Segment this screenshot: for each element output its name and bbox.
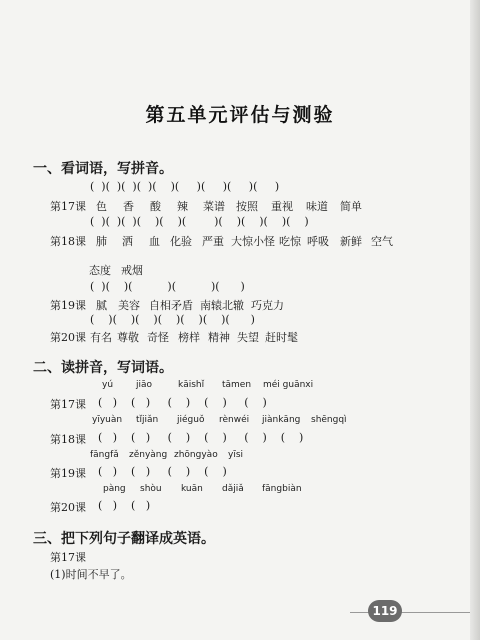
pinyin: tāmen (222, 380, 252, 390)
pinyin: rènwéi (219, 415, 250, 425)
pinyin: kuān (181, 484, 203, 494)
answer-parens: ( ) ( ) ( ) ( ) ( ) (98, 396, 267, 409)
word: 空气 (371, 235, 393, 248)
pinyin: shòu (140, 484, 162, 494)
word: 自相矛盾 (149, 299, 193, 312)
pinyin: yú (102, 380, 114, 390)
word: 味道 (306, 200, 328, 213)
section-1-heading: 一、看词语，写拼音。 (33, 161, 173, 177)
word: 简单 (340, 200, 362, 213)
pinyin: dǎjiǎ (222, 484, 244, 494)
word: 态度 (89, 264, 111, 277)
answer-parens: ( ) ( ) ( ) ( ) ( ) ( ) (98, 431, 304, 444)
page-number: 119 (368, 600, 402, 622)
word: 赶时髦 (265, 331, 298, 344)
word: 严重 (202, 235, 224, 248)
pinyin: jiéguǒ (177, 415, 205, 425)
word: 血 (149, 235, 160, 248)
word: 色 (96, 200, 107, 213)
lesson-label: 第17课 (50, 200, 86, 213)
pinyin: yīyuàn (92, 415, 123, 425)
lesson-label: 第19课 (50, 467, 86, 480)
word: 酸 (150, 200, 161, 213)
word: 巧克力 (251, 299, 284, 312)
pinyin: méi guānxi (263, 380, 314, 390)
word: 呼吸 (307, 235, 329, 248)
word: 香 (123, 200, 134, 213)
answer-parens: ( )( )( )( )( ) (90, 280, 245, 293)
pinyin: fāngbiàn (262, 484, 302, 494)
lesson-label: 第17课 (50, 398, 86, 411)
word: 榜样 (178, 331, 200, 344)
word: 新鲜 (340, 235, 362, 248)
pinyin: jiāo (136, 380, 153, 390)
pinyin: kāishǐ (178, 380, 205, 390)
answer-parens: ( )( )( )( )( )( )( ) (90, 313, 255, 326)
answer-parens: ( )( )( )( )( )( )( )( )( )( ) (90, 215, 309, 228)
pinyin: zhōngyào (174, 450, 218, 460)
lesson-label: 第20课 (50, 331, 86, 344)
word: 尊敬 (117, 331, 139, 344)
section-2-heading: 二、读拼音，写词语。 (33, 360, 173, 376)
answer-parens: ( )( )( )( )( )( )( )( )( ) (90, 180, 280, 193)
word: 重视 (271, 200, 293, 213)
word: 美容 (118, 299, 140, 312)
answer-parens: ( ) ( ) ( ) ( ) (98, 465, 227, 478)
word: 失望 (237, 331, 259, 344)
section-3-heading: 三、把下列句子翻译成英语。 (33, 531, 215, 547)
word: 大惊小怪 (231, 235, 275, 248)
pinyin: zěnyàng (129, 450, 168, 460)
word: 南辕北辙 (200, 299, 244, 312)
lesson-label: 第18课 (50, 235, 86, 248)
pinyin: pàng (103, 484, 126, 494)
lesson-label: 第17课 (50, 551, 86, 564)
pinyin: tǐjiǎn (136, 415, 159, 425)
pinyin: jiànkāng (262, 415, 301, 425)
lesson-label: 第20课 (50, 501, 86, 514)
word: 吃惊 (279, 235, 301, 248)
lesson-label: 第19课 (50, 299, 86, 312)
word: 化验 (170, 235, 192, 248)
word: 洒 (122, 235, 133, 248)
lesson-label: 第18课 (50, 433, 86, 446)
sentence-item: (1)时间不早了。 (50, 568, 132, 581)
word: 戒烟 (121, 264, 143, 277)
page-edge-shadow (470, 0, 480, 640)
word: 腻 (96, 299, 107, 312)
page-title: 第五单元评估与测验 (145, 104, 335, 126)
word: 肺 (96, 235, 107, 248)
pinyin: shēngqì (311, 415, 347, 425)
word: 按照 (236, 200, 258, 213)
answer-parens: ( ) ( ) (98, 499, 151, 512)
word: 辣 (177, 200, 188, 213)
pinyin: fāngfǎ (90, 450, 119, 460)
word: 奇怪 (147, 331, 169, 344)
word: 菜谱 (203, 200, 225, 213)
word: 精神 (208, 331, 230, 344)
word: 有名 (90, 331, 112, 344)
pinyin: yīsi (228, 450, 244, 460)
